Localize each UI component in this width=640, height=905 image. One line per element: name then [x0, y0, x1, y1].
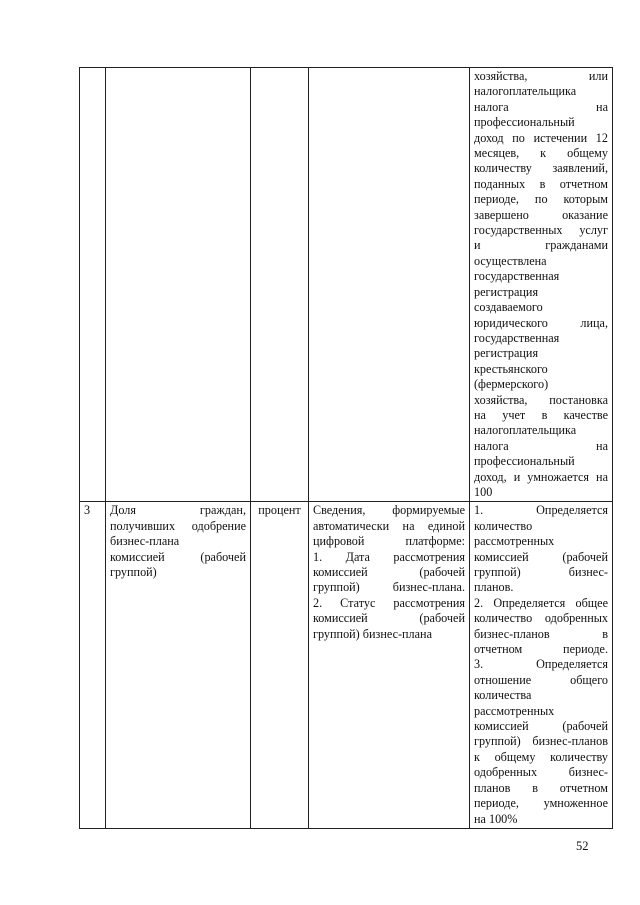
- table-row: [80, 68, 613, 502]
- source-cell: [309, 502, 470, 829]
- calculation-text-line: профессиональный: [474, 454, 575, 469]
- calculation-text-line: государственная: [474, 330, 560, 345]
- calculation-text-line: регистрация: [474, 284, 539, 299]
- calculation-text-line: количеству заявлений,: [474, 161, 608, 176]
- calculation-text-line: 1. Определяется: [474, 503, 608, 518]
- calculation-text-line: одобренных бизнес-: [474, 765, 608, 780]
- indicator-text-line: получивших одобрение: [110, 518, 246, 533]
- calculation-text-line: (фермерского): [474, 377, 549, 392]
- calculation-text-line: к общему количеству: [474, 749, 608, 764]
- indicator-text-line: бизнес-плана: [110, 534, 180, 549]
- indicator-text-line: Доля граждан,: [110, 503, 246, 518]
- calculation-text-line: количество: [474, 518, 533, 533]
- calculation-text-line: месяцев, к общему: [474, 146, 608, 161]
- calculation-text-line: периоде, умноженное: [474, 796, 608, 811]
- calculation-text-line: налогоплательщика: [474, 423, 577, 438]
- calculation-text-line: количества: [474, 688, 532, 703]
- calculation-text-line: государственная: [474, 269, 560, 284]
- calculation-text-line: создаваемого: [474, 300, 543, 315]
- indicator-text-line: группой): [110, 565, 157, 579]
- calculation-text-line: доход по истечении 12: [474, 130, 608, 145]
- calculation-text-line: отчетном периоде.: [474, 642, 608, 657]
- calculation-text-line: планов в отчетном: [474, 780, 608, 795]
- calculation-text-line: налогоплательщика: [474, 84, 577, 99]
- calculation-text-line: на 100%: [474, 811, 518, 826]
- source-text-line: группой) бизнес-плана: [313, 626, 432, 641]
- calculation-text-line: хозяйства, или: [474, 69, 608, 83]
- calculation-text-line: налога на: [474, 438, 608, 453]
- calculation-text-line: и гражданами: [474, 238, 608, 253]
- source-text-line: Сведения, формируемые: [313, 503, 465, 518]
- calculation-text-line: планов.: [474, 580, 514, 595]
- source-text-line: комиссией (рабочей: [313, 565, 465, 579]
- calculation-text-line: крестьянского: [474, 361, 548, 376]
- calculation-text-line: налога на: [474, 99, 608, 114]
- unit-cell: [251, 68, 309, 502]
- row-number-cell: [80, 502, 106, 829]
- indicator-cell: [106, 502, 251, 829]
- table-body: [80, 68, 613, 829]
- calculation-text-line: группой) бизнес-планов: [474, 734, 608, 749]
- source-text-line: группой) бизнес-плана.: [313, 580, 465, 595]
- calculation-text-line: рассмотренных: [474, 534, 555, 549]
- row-number: 3: [84, 503, 91, 518]
- calculation-text-line: периоде, по которым: [474, 192, 608, 207]
- calculation-text-line: количество одобренных: [474, 611, 608, 626]
- source-text-line: 1. Дата рассмотрения: [313, 549, 465, 564]
- calculation-text-line: регистрация: [474, 346, 539, 361]
- row-number-cell: [80, 68, 106, 502]
- indicator-cell: [106, 68, 251, 502]
- calculation-text-line: осуществлена: [474, 253, 547, 268]
- indicators-table: [79, 67, 613, 829]
- calculation-text-line: бизнес-планов в: [474, 626, 608, 641]
- calculation-cell: [470, 502, 613, 829]
- calculation-text-line: группой) бизнес-: [474, 565, 608, 579]
- calculation-text-line: доход, и умножается на: [474, 469, 608, 484]
- calculation-text-line: комиссией (рабочей: [474, 719, 608, 734]
- calculation-text-line: государственных услуг: [474, 223, 608, 238]
- calculation-cell: [470, 68, 613, 502]
- calculation-text-line: комиссией (рабочей: [474, 549, 608, 564]
- calculation-text-line: хозяйства, постановка: [474, 392, 608, 407]
- unit-text: процент: [258, 503, 301, 518]
- calculation-text-line: поданных в отчетном: [474, 176, 608, 191]
- calculation-text-line: рассмотренных: [474, 703, 555, 718]
- calculation-text-line: юридического лица,: [474, 315, 608, 330]
- source-text-line: цифровой платформе:: [313, 534, 465, 549]
- table-row: [80, 502, 613, 829]
- source-cell: [309, 68, 470, 502]
- calculation-text-line: отношение общего: [474, 672, 608, 687]
- calculation-text-line: на учет в качестве: [474, 407, 608, 422]
- calculation-text-line: 100: [474, 484, 493, 499]
- indicator-text-line: комиссией (рабочей: [110, 549, 246, 564]
- source-text-line: 2. Статус рассмотрения: [313, 595, 465, 610]
- source-text-line: комиссией (рабочей: [313, 611, 465, 626]
- calculation-text-line: профессиональный: [474, 115, 575, 130]
- calculation-text-line: 2. Определяется общее: [474, 595, 608, 610]
- page-number: 52: [576, 839, 589, 853]
- calculation-text-line: завершено оказание: [474, 207, 608, 222]
- unit-cell: [251, 502, 309, 829]
- source-text-line: автоматически на единой: [313, 518, 465, 533]
- calculation-text-line: 3. Определяется: [474, 657, 608, 672]
